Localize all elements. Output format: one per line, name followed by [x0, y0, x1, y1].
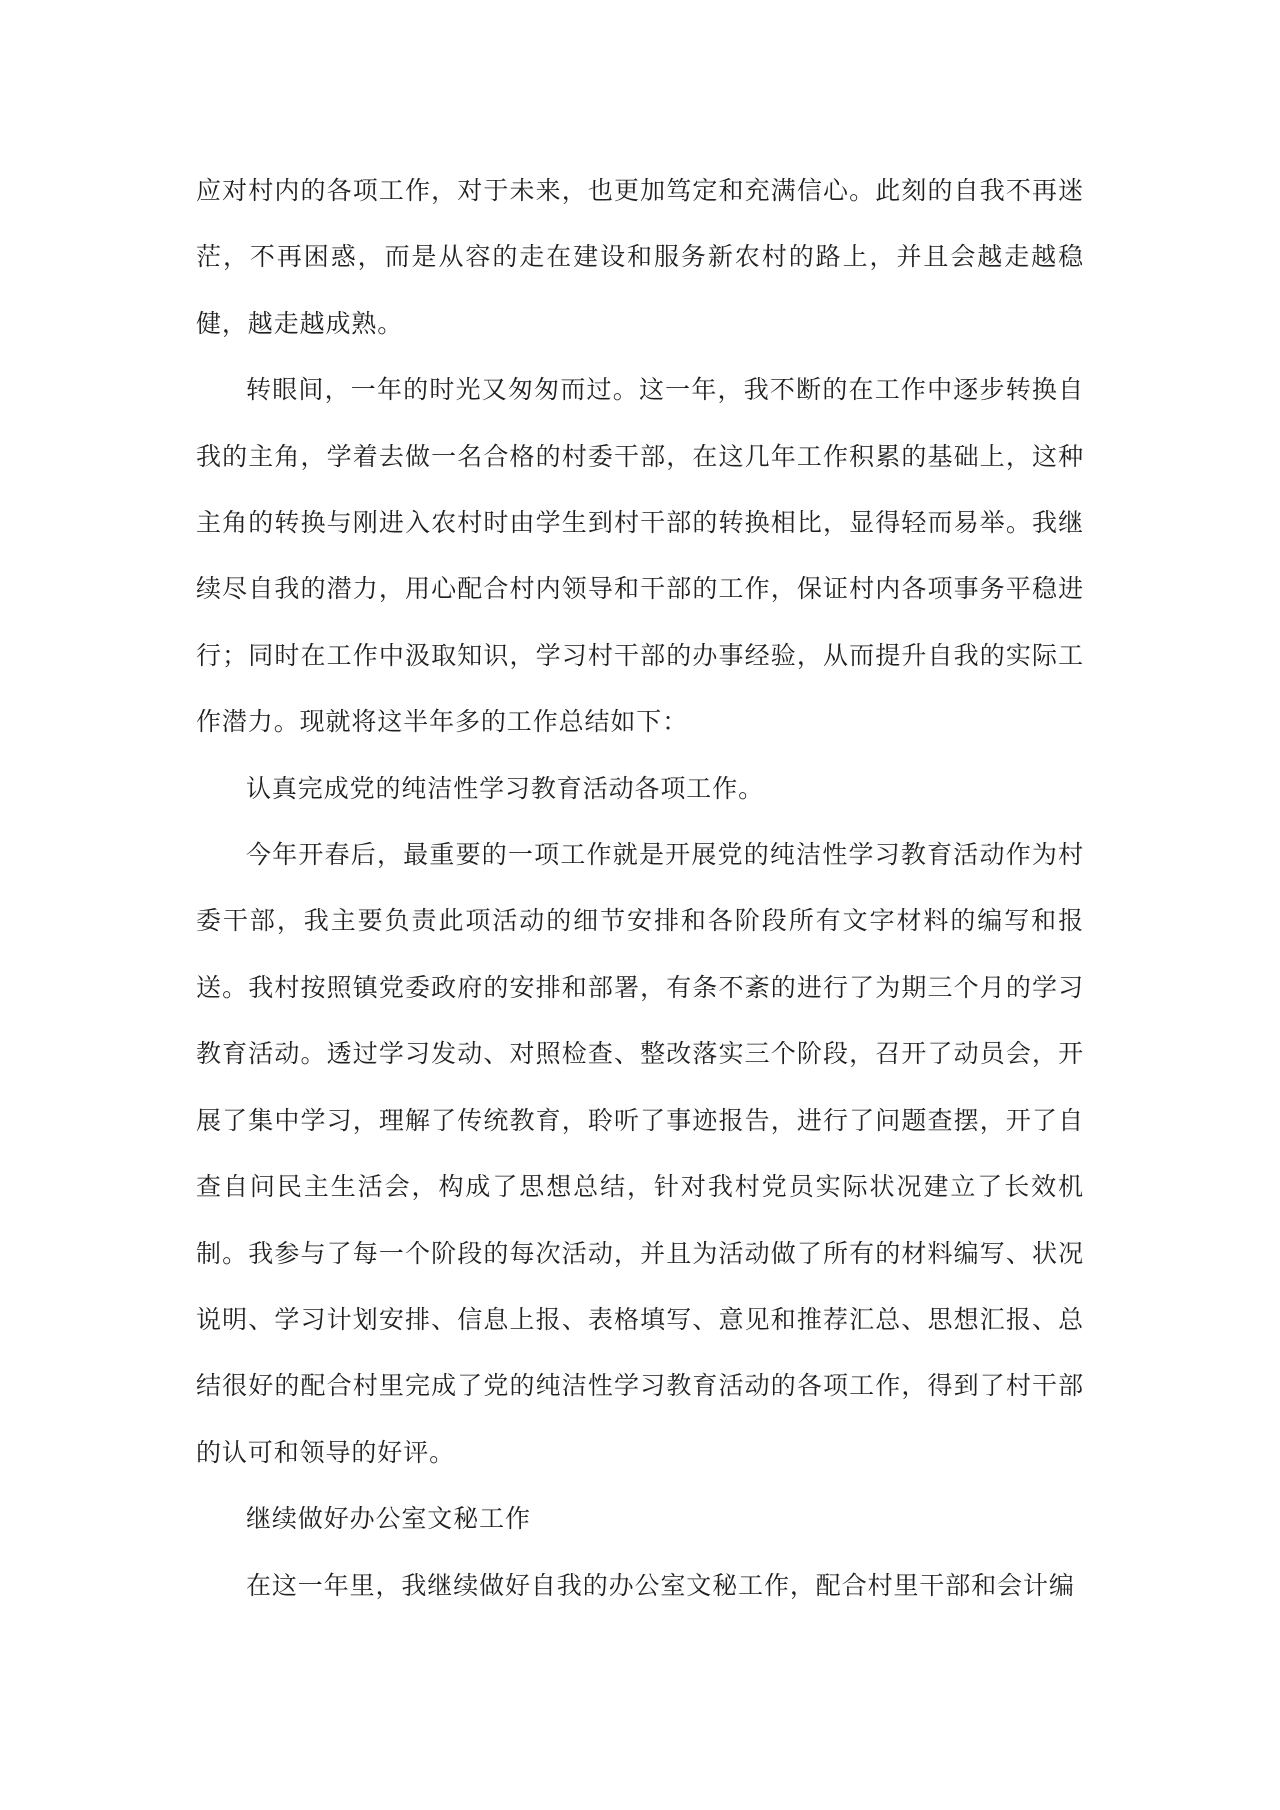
document-body — [196, 158, 1084, 1619]
paragraph-year-summary: 转眼间，一年的时光又匆匆而过。这一年，我不断的在工作中逐步转换自我的主角，学着去做一名合格的村委干部，在这几年工作积累的基础上，这种主角的转换与刚进入农村时由学生到村干部的转换相比，显得轻而易举。我继续尽自我的潜力，用心配合村内领导和干部的工作，保证村内各项事务平稳进行；同时在工作中汲取知识，学习村干部的办事经验，从而提升自我的实际工作潜力。现就将这半年多的工作总结如下： — [196, 375, 1084, 737]
paragraph-office-secretary-work: 在这一年里，我继续做好自我的办公室文秘工作，配合村里干部和会计编 — [246, 1570, 1075, 1600]
section-heading-office-secretary: 继续做好办公室文秘工作 — [246, 1504, 531, 1534]
paragraph-intro-continuation: 应对村内的各项工作，对于未来，也更加笃定和充满信心。此刻的自我不再迷茫，不再困惑，而是从容的走在建设和服务新农村的路上，并且会越走越稳健，越走越成熟。 — [196, 176, 1084, 338]
paragraph-party-education-activity: 今年开春后，最重要的一项工作就是开展党的纯洁性学习教育活动作为村委干部，我主要负责此项活动的细节安排和各阶段所有文字材料的编写和报送。我村按照镇党委政府的安排和部署，有条不紊的进行了为期三个月的学习教育活动。透过学习发动、对照检查、整改落实三个阶段，召开了动员会，开展了集中学习，理解了传统教育，聆听了事迹报告，进行了问题查摆，开了自查自问民主生活会，构成了思想总结，针对我村党员实际状况建立了长效机制。我参与了每一个阶段的每次活动，并且为活动做了所有的材料编写、状况说明、学习计划安排、信息上报、表格填写、意见和推荐汇总、思想汇报、总结很好的配合村里完成了党的纯洁性学习教育活动的各项工作，得到了村干部的认可和领导的好评。 — [196, 840, 1084, 1467]
section-heading-party-education: 认真完成党的纯洁性学习教育活动各项工作。 — [246, 773, 765, 803]
